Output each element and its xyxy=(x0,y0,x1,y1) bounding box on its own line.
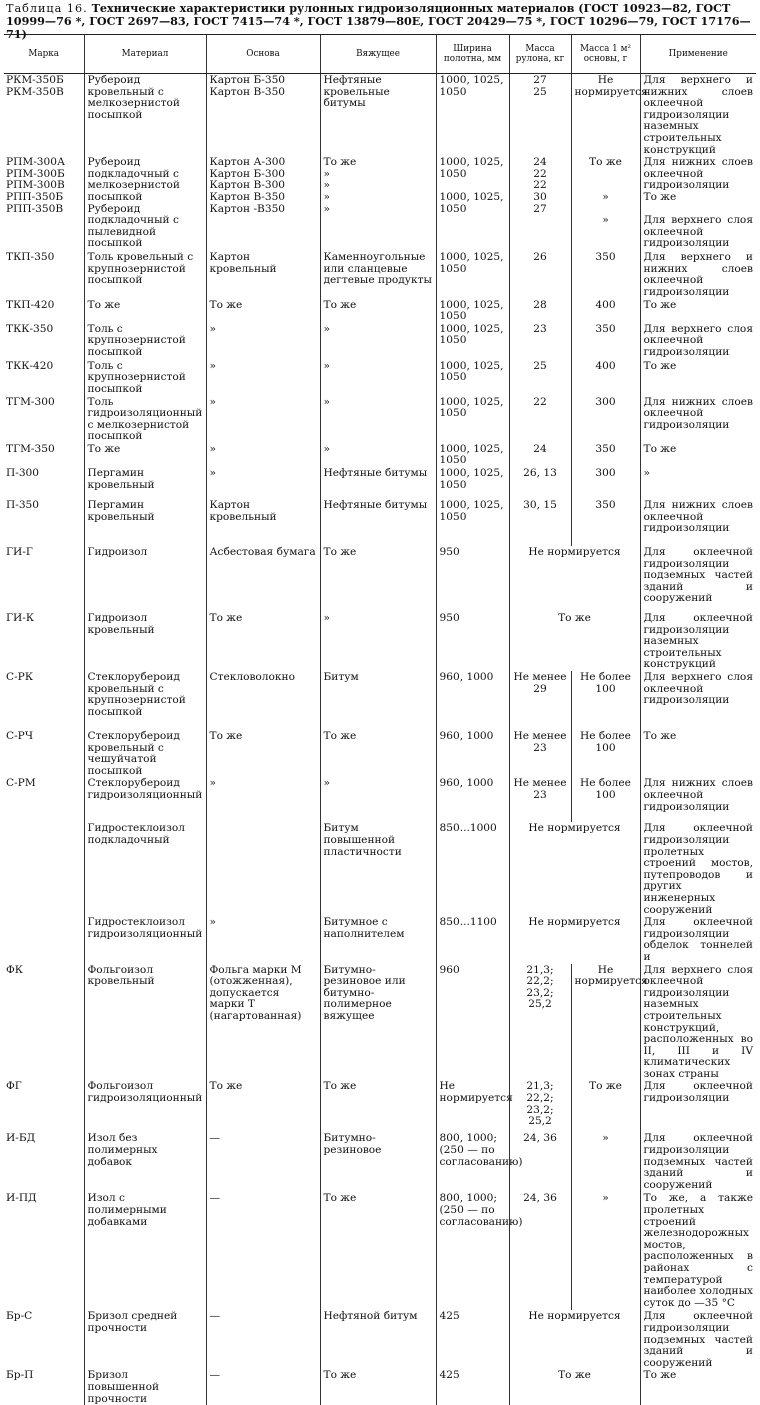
cell-base-mass: 400 xyxy=(571,299,640,323)
cell-width: 1000, 1025, 1050 1000, 1025, 1050 xyxy=(436,156,509,251)
cell-mark: Бр-С xyxy=(4,1310,84,1369)
cell-width: Не нормируется xyxy=(436,1080,509,1132)
cell-roll-mass: 30, 15 xyxy=(509,499,571,546)
table-header xyxy=(4,35,756,74)
cell-width: 960 xyxy=(436,964,509,1081)
cell-binder: » xyxy=(320,360,436,396)
cell-width: 850...1000 xyxy=(436,822,509,916)
cell-base: » xyxy=(206,443,320,467)
cell-mark: ФГ xyxy=(4,1080,84,1132)
cell-application: Для верхнего слоя оклеечной гидроизоляции наземных строительных конструкций, расположенных во II, III и IV климатических зонах страны xyxy=(640,964,756,1081)
cell-binder: То же xyxy=(320,299,436,323)
cell-mark: ГИ-Г xyxy=(4,546,84,612)
cell-binder: Битумное с наполнителем xyxy=(320,916,436,963)
cell-mark: ГИ-К xyxy=(4,612,84,671)
cell-application: Для оклеечной гидроизоляции пролетных строений мостов, путепроводов и других инженерных сооружений xyxy=(640,822,756,916)
cell-binder: » xyxy=(320,612,436,671)
cell-application: Для нижних слоев оклеечной гидроизоляции То же Для верхнего слоя оклеечной гидроизоляции xyxy=(640,156,756,251)
table-row xyxy=(4,730,756,777)
cell-mark: И-ПД xyxy=(4,1192,84,1310)
cell-base: Фольга марки М (отожженная), допускается марки Т (нагартованная) xyxy=(206,964,320,1081)
cell-mark: И-БД xyxy=(4,1132,84,1192)
cell-width: 425 xyxy=(436,1369,509,1405)
cell-width: 1000, 1025, 1050 xyxy=(436,360,509,396)
cell-material: Рубероид кровельный с мелкозернистой посыпкой xyxy=(84,74,206,157)
cell-base-mass: 350 xyxy=(571,251,640,298)
cell-roll-mass: 22 xyxy=(509,396,571,443)
cell-width: 1000, 1025, 1050 xyxy=(436,396,509,443)
cell-mass-span: Не нормируется xyxy=(509,1310,640,1369)
table-row xyxy=(4,443,756,467)
cell-application: Для оклеечной гидроизоляции xyxy=(640,1080,756,1132)
cell-binder: Нефтяные битумы xyxy=(320,467,436,499)
cell-material: Фольгоизол гидроизоляционный xyxy=(84,1080,206,1132)
cell-base: — xyxy=(206,1132,320,1192)
cell-application: Для верхнего слоя оклеечной гидроизоляции xyxy=(640,323,756,360)
table-row xyxy=(4,671,756,730)
cell-application: Для оклеечной гидроизоляции обделок тоннелей и xyxy=(640,916,756,963)
table-row xyxy=(4,1080,756,1132)
materials-table xyxy=(4,34,756,1405)
cell-mark: ТКК-420 xyxy=(4,360,84,396)
table-row xyxy=(4,360,756,396)
cell-roll-mass: 24 xyxy=(509,443,571,467)
cell-mark: С-РМ xyxy=(4,777,84,822)
cell-material: Фольгоизол кровельный xyxy=(84,964,206,1081)
cell-base-mass: Не более 100 xyxy=(571,671,640,730)
cell-width: 960, 1000 xyxy=(436,777,509,822)
cell-application: Для оклеечной гидроизоляции подземных частей зданий и сооружений xyxy=(640,1310,756,1369)
table-row xyxy=(4,777,756,822)
cell-width: 1000, 1025, 1050 xyxy=(436,299,509,323)
cell-base: » xyxy=(206,467,320,499)
cell-base: То же xyxy=(206,1080,320,1132)
cell-roll-mass: 24, 36 xyxy=(509,1192,571,1310)
cell-material: Рубероид подкладочный с мелкозернистой посыпкой Рубероид подкладочный с пылевидной посыпкой xyxy=(84,156,206,251)
cell-binder: Нефтяные битумы xyxy=(320,499,436,546)
cell-base: — xyxy=(206,1310,320,1369)
cell-mark: С-РК xyxy=(4,671,84,730)
cell-width: 1000, 1025, 1050 xyxy=(436,467,509,499)
cell-application: То же, а также пролетных строений железнодорожных мостов, расположенных в районах с температурой наиболее холодных суток до —35 °С xyxy=(640,1192,756,1310)
cell-base: То же xyxy=(206,612,320,671)
cell-roll-mass: 26 xyxy=(509,251,571,298)
cell-base-mass: Не более 100 xyxy=(571,777,640,822)
cell-roll-mass: 21,3; 22,2; 23,2; 25,2 xyxy=(509,964,571,1081)
cell-base: Картон А-300 Картон Б-300 Картон В-300 Картон В-350 Картон -В350 xyxy=(206,156,320,251)
cell-base-mass: » xyxy=(571,1192,640,1310)
cell-base-mass: » xyxy=(571,1132,640,1192)
cell-binder: Нефтяные кровельные битумы xyxy=(320,74,436,157)
cell-application: Для нижних слоев оклеечной гидроизоляции xyxy=(640,396,756,443)
cell-base: — xyxy=(206,1192,320,1310)
cell-application: То же xyxy=(640,730,756,777)
table-row xyxy=(4,1310,756,1369)
cell-mark: РПМ-300А РПМ-300Б РПМ-300В РПП-350Б РПП-350В xyxy=(4,156,84,251)
cell-roll-mass: 24 22 22 30 27 xyxy=(509,156,571,251)
cell-material: Гидроизол xyxy=(84,546,206,612)
cell-roll-mass: 21,3; 22,2; 23,2; 25,2 xyxy=(509,1080,571,1132)
cell-roll-mass: 28 xyxy=(509,299,571,323)
cell-mark: ТГМ-300 xyxy=(4,396,84,443)
cell-mark: С-РЧ xyxy=(4,730,84,777)
cell-base-mass: 400 xyxy=(571,360,640,396)
header-application: Применение xyxy=(640,35,756,74)
cell-mark: ТКП-350 xyxy=(4,251,84,298)
cell-mark: ФК xyxy=(4,964,84,1081)
header-base: Основа xyxy=(206,35,320,74)
cell-base: Картон кровельный xyxy=(206,499,320,546)
header-binder: Вяжущее xyxy=(320,35,436,74)
table-row xyxy=(4,1192,756,1310)
cell-mass-span: Не нормируется xyxy=(509,822,640,916)
cell-binder: Нефтяной битум xyxy=(320,1310,436,1369)
cell-base xyxy=(206,822,320,916)
cell-material: Толь гидроизоляционный с мелкозернистой посыпкой xyxy=(84,396,206,443)
cell-roll-mass: 26, 13 xyxy=(509,467,571,499)
cell-base-mass: 350 xyxy=(571,443,640,467)
header-width: Ширина полотна, мм xyxy=(436,35,509,74)
cell-width: 960, 1000 xyxy=(436,730,509,777)
cell-binder: То же xyxy=(320,546,436,612)
cell-roll-mass: 23 xyxy=(509,323,571,360)
cell-roll-mass: 27 25 xyxy=(509,74,571,157)
cell-application: Для верхнего и нижних слоев оклеечной гидроизоляции xyxy=(640,251,756,298)
cell-binder: То же xyxy=(320,730,436,777)
cell-base-mass: 350 xyxy=(571,499,640,546)
cell-base: — xyxy=(206,1369,320,1405)
header-base-mass: Масса 1 м² основы, г xyxy=(571,35,640,74)
cell-base-mass: То же xyxy=(571,1080,640,1132)
cell-binder: » xyxy=(320,443,436,467)
cell-mass-span: То же xyxy=(509,1369,640,1405)
table-row xyxy=(4,467,756,499)
cell-binder: То же xyxy=(320,1080,436,1132)
cell-width: 950 xyxy=(436,612,509,671)
cell-base: » xyxy=(206,323,320,360)
cell-binder: Битумно-резиновое или битумно-полимерное вяжущее xyxy=(320,964,436,1081)
table-row xyxy=(4,964,756,1081)
cell-mark: ТГМ-350 xyxy=(4,443,84,467)
table-body xyxy=(4,74,756,1405)
cell-roll-mass: Не менее 23 xyxy=(509,777,571,822)
cell-application: То же xyxy=(640,1369,756,1405)
header-mark: Марка xyxy=(4,35,84,74)
cell-mark: ТКК-350 xyxy=(4,323,84,360)
cell-binder: То же xyxy=(320,1192,436,1310)
cell-mark xyxy=(4,916,84,963)
cell-width: 1000, 1025, 1050 xyxy=(436,499,509,546)
cell-binder: То же xyxy=(320,1369,436,1405)
cell-material: То же xyxy=(84,299,206,323)
cell-width: 1000, 1025, 1050 xyxy=(436,74,509,157)
cell-base: » xyxy=(206,396,320,443)
cell-material: Изол с полимерными добавками xyxy=(84,1192,206,1310)
cell-mass-span: Не нормируется xyxy=(509,546,640,612)
cell-application: То же xyxy=(640,360,756,396)
cell-application: Для верхнего слоя оклеечной гидроизоляции xyxy=(640,671,756,730)
cell-material: Стеклорубероид кровельный с крупнозернистой посыпкой xyxy=(84,671,206,730)
cell-binder: Каменноугольные или сланцевые дегтевые продукты xyxy=(320,251,436,298)
cell-width: 800, 1000; (250 — по согласованию) xyxy=(436,1192,509,1310)
cell-base: Картон кровельный xyxy=(206,251,320,298)
cell-material: То же xyxy=(84,443,206,467)
cell-width: 1000, 1025, 1050 xyxy=(436,251,509,298)
cell-mark xyxy=(4,822,84,916)
cell-base: » xyxy=(206,360,320,396)
cell-material: Толь кровельный с крупнозернистой посыпкой xyxy=(84,251,206,298)
cell-application: Для нижних слоев оклеечной гидроизоляции xyxy=(640,499,756,546)
cell-base: » xyxy=(206,916,320,963)
cell-application: Для оклеечной гидроизоляции подземных частей зданий и сооружений xyxy=(640,546,756,612)
cell-application: Для оклеечной гидроизоляции подземных частей зданий и сооружений xyxy=(640,1132,756,1192)
cell-base-mass: Не более 100 xyxy=(571,730,640,777)
table-row xyxy=(4,1369,756,1405)
cell-binder: » xyxy=(320,777,436,822)
cell-mass-span: Не нормируется xyxy=(509,916,640,963)
table-row xyxy=(4,1132,756,1192)
cell-material: Пергамин кровельный xyxy=(84,499,206,546)
cell-base-mass: Не нормируется xyxy=(571,74,640,157)
cell-material: Бризол средней прочности xyxy=(84,1310,206,1369)
caption-lead: Таблица 16. xyxy=(6,2,88,15)
cell-width: 850...1100 xyxy=(436,916,509,963)
cell-material: Толь с крупнозернистой посыпкой xyxy=(84,360,206,396)
cell-base-mass: То же » » xyxy=(571,156,640,251)
cell-base: Асбестовая бумага xyxy=(206,546,320,612)
cell-mark: Бр-П xyxy=(4,1369,84,1405)
table-row xyxy=(4,499,756,546)
table-row xyxy=(4,916,756,963)
cell-base-mass: 300 xyxy=(571,467,640,499)
cell-binder: Битумно-резиновое xyxy=(320,1132,436,1192)
cell-material: Гидростеклоизол гидроизоляционный xyxy=(84,916,206,963)
cell-width: 800, 1000; (250 — по согласованию) xyxy=(436,1132,509,1192)
cell-base: Картон Б-350 Картон В-350 xyxy=(206,74,320,157)
header-roll-mass: Масса рулона, кг xyxy=(509,35,571,74)
table-row xyxy=(4,251,756,298)
cell-material: Гидростеклоизол подкладочный xyxy=(84,822,206,916)
cell-width: 950 xyxy=(436,546,509,612)
cell-mark: РКМ-350Б РКМ-350В xyxy=(4,74,84,157)
cell-width: 960, 1000 xyxy=(436,671,509,730)
cell-material: Стеклорубероид кровельный с чешуйчатой посыпкой xyxy=(84,730,206,777)
cell-mark: П-350 xyxy=(4,499,84,546)
cell-material: Стеклорубероид гидроизоляционный xyxy=(84,777,206,822)
cell-binder: Битум xyxy=(320,671,436,730)
table-row xyxy=(4,156,756,251)
table-row xyxy=(4,323,756,360)
cell-application: То же xyxy=(640,299,756,323)
cell-material: Изол без полимерных добавок xyxy=(84,1132,206,1192)
table-row xyxy=(4,299,756,323)
cell-binder: » xyxy=(320,396,436,443)
cell-roll-mass: 24, 36 xyxy=(509,1132,571,1192)
cell-width: 1000, 1025, 1050 xyxy=(436,323,509,360)
cell-application: Для верхнего и нижних слоев оклеечной гидроизоляции наземных строительных конструкций xyxy=(640,74,756,157)
cell-base-mass: Не нормируется xyxy=(571,964,640,1081)
cell-roll-mass: 25 xyxy=(509,360,571,396)
cell-mass-span: То же xyxy=(509,612,640,671)
cell-material: Бризол повышенной прочности xyxy=(84,1369,206,1405)
cell-application: Для нижних слоев оклеечной гидроизоляции xyxy=(640,777,756,822)
table-row xyxy=(4,396,756,443)
cell-material: Пергамин кровельный xyxy=(84,467,206,499)
table-row xyxy=(4,612,756,671)
cell-width: 425 xyxy=(436,1310,509,1369)
cell-width: 1000, 1025, 1050 xyxy=(436,443,509,467)
table-row xyxy=(4,74,756,157)
cell-base-mass: 350 xyxy=(571,323,640,360)
cell-base: То же xyxy=(206,299,320,323)
cell-roll-mass: Не менее 23 xyxy=(509,730,571,777)
cell-application: Для оклеечной гидроизоляции наземных строительных конструкций xyxy=(640,612,756,671)
cell-base: » xyxy=(206,777,320,822)
cell-mark: ТКП-420 xyxy=(4,299,84,323)
cell-roll-mass: Не менее 29 xyxy=(509,671,571,730)
header-material: Материал xyxy=(84,35,206,74)
cell-application: » xyxy=(640,467,756,499)
cell-binder: Битум повышенной пластичности xyxy=(320,822,436,916)
cell-material: Толь с крупнозернистой посыпкой xyxy=(84,323,206,360)
cell-base: То же xyxy=(206,730,320,777)
header-row xyxy=(4,35,756,74)
cell-binder: То же » » » » xyxy=(320,156,436,251)
table-row xyxy=(4,822,756,916)
cell-base: Стекловолокно xyxy=(206,671,320,730)
cell-material: Гидроизол кровельный xyxy=(84,612,206,671)
cell-base-mass: 300 xyxy=(571,396,640,443)
cell-application: То же xyxy=(640,443,756,467)
cell-mark: П-300 xyxy=(4,467,84,499)
cell-binder: » xyxy=(320,323,436,360)
table-row xyxy=(4,546,756,612)
caption-text: Технические характеристики рулонных гидроизоляционных материалов (ГОСТ 10923—82, ГОСТ 10999—76 *, ГОСТ 2697—83, ГОСТ 7415—74 *, ГОСТ 13879—80Е, ГОСТ 20429—75 *, ГОСТ 10296—79, ГОСТ 17176—71) xyxy=(6,1,751,41)
